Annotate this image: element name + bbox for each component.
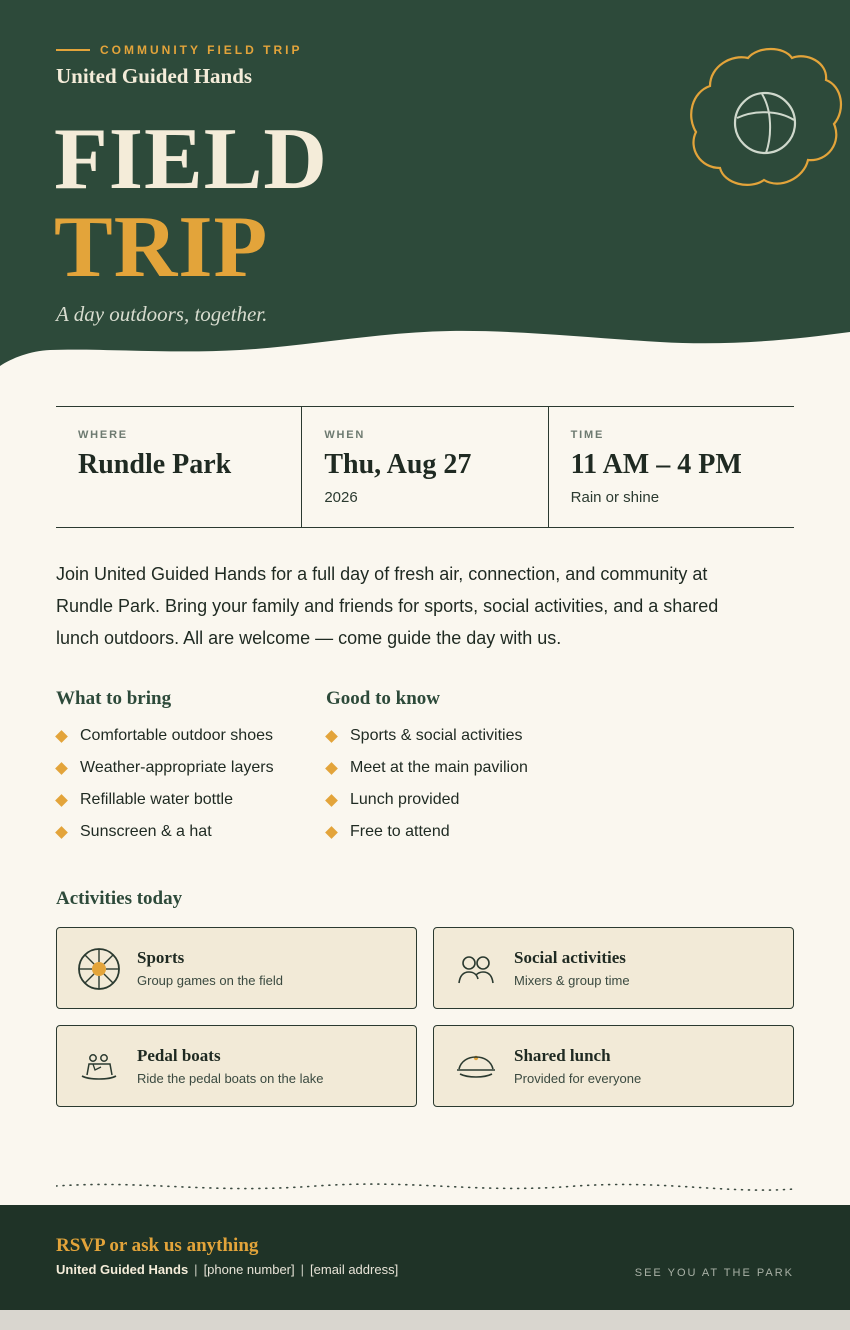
diamond-bullet-icon [325, 794, 338, 807]
list-item-text: Refillable water bottle [80, 791, 233, 808]
globe-icon [688, 44, 844, 190]
sports-ball-icon [77, 947, 121, 991]
activity-card-pedal-boats [56, 1025, 417, 1107]
people-icon [454, 947, 498, 991]
detail-label: WHEN [324, 429, 366, 441]
activity-title: Sports [137, 948, 185, 967]
list-item [326, 784, 528, 816]
list-item-text: Comfortable outdoor shoes [80, 727, 273, 744]
separator: | [194, 1262, 198, 1277]
activity-title: Pedal boats [137, 1046, 221, 1065]
list-item [56, 720, 274, 752]
activity-description: Group games on the field [137, 973, 283, 988]
separator: | [300, 1262, 305, 1277]
activity-card-social [433, 927, 794, 1009]
title-line-1: FIELD [54, 111, 328, 208]
list-item-text: Lunch provided [350, 791, 460, 808]
detail-sub: 2026 [324, 489, 358, 506]
tagline: A day outdoors, together. [56, 302, 268, 326]
diamond-bullet-icon [55, 794, 68, 807]
diamond-bullet-icon [55, 762, 68, 775]
detail-sub: Rain or shine [570, 489, 660, 506]
eyebrow-text: COMMUNITY FIELD TRIP [100, 43, 303, 57]
pedal-boat-icon [77, 1045, 121, 1089]
diamond-bullet-icon [55, 730, 68, 743]
list-title: What to bring [56, 688, 172, 709]
detail-time [548, 407, 794, 527]
diamond-bullet-icon [325, 826, 338, 839]
activity-description: Provided for everyone [514, 1071, 642, 1086]
list-item-text: Meet at the main pavilion [350, 759, 528, 776]
detail-value: Thu, Aug 27 [324, 449, 472, 480]
detail-label: TIME [570, 429, 605, 441]
detail-value: Rundle Park [78, 449, 232, 480]
footer [0, 1205, 850, 1310]
detail-label: WHERE [78, 429, 128, 441]
diamond-bullet-icon [325, 762, 338, 775]
activities-title: Activities today [56, 888, 183, 909]
activity-card-lunch [433, 1025, 794, 1107]
dotted-divider [56, 1176, 794, 1196]
rsvp-heading: RSVP or ask us anything [56, 1235, 259, 1256]
detail-value: 11 AM – 4 PM [570, 449, 742, 480]
intro-paragraph: Join United Guided Hands for a full day of fresh air, connection, and community at Rundle Park. Bring your family and friends for sports, social activities, and a shared lunch outdoors. All are welcome — come guide the day with us. [56, 564, 719, 648]
list-item [56, 752, 274, 784]
list-item-text: Sunscreen & a hat [80, 823, 212, 840]
activity-description: Ride the pedal boats on the lake [137, 1071, 324, 1086]
activity-title: Social activities [514, 948, 626, 967]
lunch-icon [454, 1045, 498, 1089]
closing-text: SEE YOU AT THE PARK [634, 1267, 794, 1279]
list-item [326, 752, 528, 784]
list-item-text: Free to attend [350, 823, 450, 840]
list-item [56, 784, 274, 816]
list-item-text: Weather-appropriate layers [80, 759, 274, 776]
phone-number[interactable]: [phone number] [203, 1262, 295, 1277]
organization-name: United Guided Hands [56, 64, 253, 88]
list-item [326, 816, 528, 848]
diamond-bullet-icon [325, 730, 338, 743]
detail-where [56, 407, 301, 527]
hero-section [0, 0, 850, 370]
what-to-bring-list [56, 688, 274, 848]
list-item-text: Sports & social activities [350, 727, 523, 744]
detail-when [301, 407, 547, 527]
eyebrow [56, 43, 302, 57]
diamond-bullet-icon [55, 826, 68, 839]
contact-line [56, 1262, 398, 1277]
activity-title: Shared lunch [514, 1046, 611, 1065]
good-to-know-list [326, 688, 528, 848]
list-item [56, 816, 274, 848]
title-line-2: TRIP [54, 199, 269, 296]
eyebrow-rule [56, 49, 90, 51]
list-item [326, 720, 528, 752]
event-details [56, 406, 794, 528]
footer-org: United Guided Hands [56, 1262, 189, 1277]
email-address[interactable]: [email address] [310, 1262, 399, 1277]
list-title: Good to know [326, 688, 441, 709]
activity-description: Mixers & group time [514, 973, 630, 988]
activity-card-sports [56, 927, 417, 1009]
